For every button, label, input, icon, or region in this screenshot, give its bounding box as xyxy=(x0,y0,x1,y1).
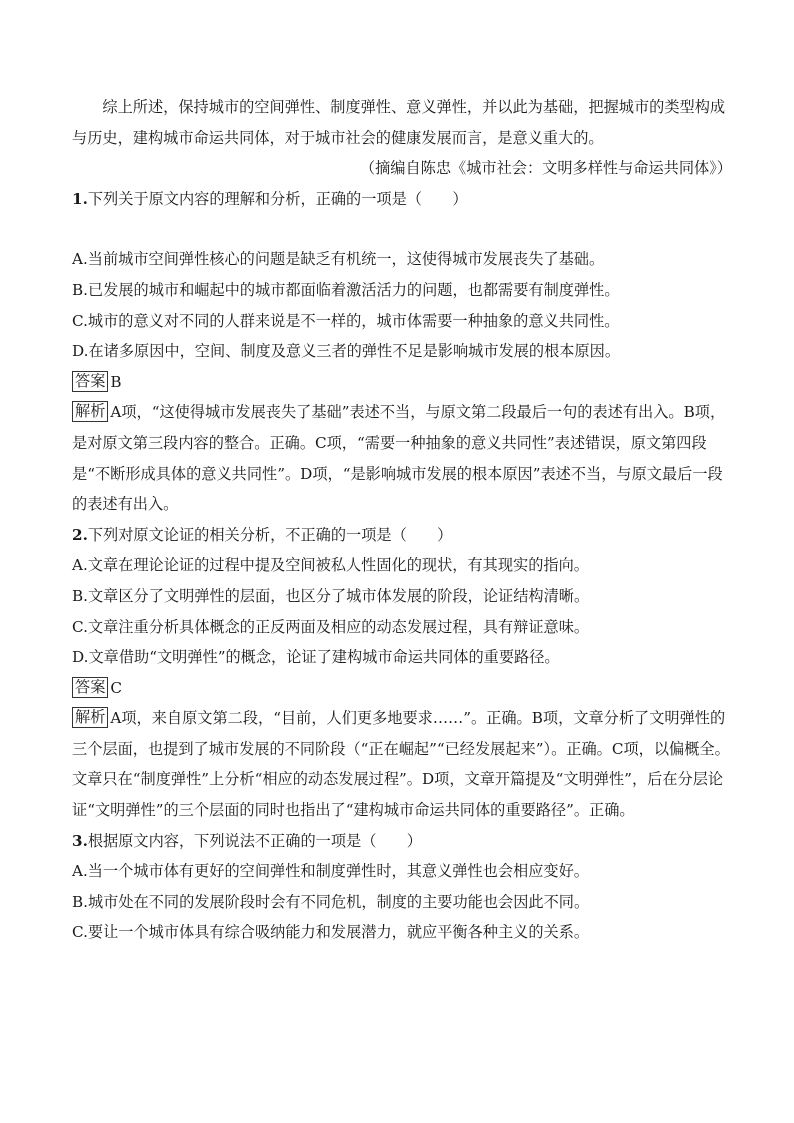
question-2-analysis-text: A项，来自原文第二段，“目前，人们更多地要求……”。正确。B项，文章分析了文明弹性的三个层面，也提到了城市发展的不同阶段（“正在崛起”“已经发展起来”）。正确。C项，以偏概全。文章只在“制度弹性”上分析“相应的动态发展过程”。D项，文章开篇提及“文明弹性”，后在分层论证“文明弹性”的三个层面的同时也指出了“建构城市命运共同体的重要路径”。正确。 xyxy=(72,709,730,820)
analysis-label: 解析 xyxy=(72,707,108,728)
question-3-number: 3. xyxy=(72,831,88,850)
question-2-number: 2. xyxy=(72,525,88,544)
document-page xyxy=(72,92,732,948)
question-3-option-c: C.要让一个城市体具有综合吸纳能力和发展潜力，就应平衡各种主义的关系。 xyxy=(72,923,590,942)
question-1-stem-text: 下列关于原文内容的理解和分析，正确的一项是（ ） xyxy=(87,189,468,208)
question-1-option-d: D.在诸多原因中，空间、制度及意义三者的弹性不足是影响城市发展的根本原因。 xyxy=(72,342,621,361)
question-2-option-c: C.文章注重分析具体概念的正反两面及相应的动态发展过程，具有辩证意味。 xyxy=(72,617,590,636)
question-3 xyxy=(72,826,732,948)
analysis-label: 解析 xyxy=(72,401,108,422)
question-2-option-a: A.文章在理论论证的过程中提及空间被私人性固化的现状，有其现实的指向。 xyxy=(72,556,589,575)
question-2-analysis xyxy=(72,703,732,825)
question-3-option-a: A.当一个城市体有更好的空间弹性和制度弹性时，其意义弹性也会相应变好。 xyxy=(72,862,589,881)
answer-blank-space xyxy=(72,214,732,244)
answer-label: 答案 xyxy=(72,677,108,698)
question-1-option-c: C.城市的意义对不同的人群来说是不一样的，城市体需要一种抽象的意义共同性。 xyxy=(72,311,620,330)
question-2-stem-text: 下列对原文论证的相关分析，不正确的一项是（ ） xyxy=(87,525,453,544)
question-1-number: 1. xyxy=(72,189,88,208)
question-1-answer-value: B xyxy=(110,372,122,391)
question-2 xyxy=(72,520,732,826)
question-1-answer xyxy=(72,367,732,398)
question-3-option-b: B.城市处在不同的发展阶段时会有不同危机，制度的主要功能也会因此不同。 xyxy=(72,892,590,911)
question-2-answer xyxy=(72,673,732,704)
source-citation: （摘编自陈忠《城市社会：文明多样性与命运共同体》） xyxy=(359,159,732,178)
question-2-answer-value: C xyxy=(110,678,122,697)
question-2-stem xyxy=(72,520,732,551)
question-1 xyxy=(72,184,732,520)
question-3-stem xyxy=(72,826,732,857)
question-1-option-a: A.当前城市空间弹性核心的问题是缺乏有机统一，这使得城市发展丧失了基础。 xyxy=(72,250,605,269)
question-1-option-b: B.已发展的城市和崛起中的城市都面临着激活活力的问题，也都需要有制度弹性。 xyxy=(72,280,620,299)
question-2-option-b: B.文章区分了文明弹性的层面，也区分了城市体发展的阶段，论证结构清晰。 xyxy=(72,586,590,605)
question-1-stem xyxy=(72,184,732,215)
question-2-option-d: D.文章借助“文明弹性”的概念，论证了建构城市命运共同体的重要路径。 xyxy=(72,648,560,667)
answer-label: 答案 xyxy=(72,371,108,392)
question-3-stem-text: 根据原文内容，下列说法不正确的一项是（ ） xyxy=(87,831,422,850)
intro-paragraph: 综上所述，保持城市的空间弹性、制度弹性、意义弹性，并以此为基础，把握城市的类型构成与历史，建构城市命运共同体，对于城市社会的健康发展而言，是意义重大的。 xyxy=(72,98,726,147)
question-1-analysis-text: A项，“这使得城市发展丧失了基础”表述不当，与原文第二段最后一句的表述有出入。B项，是对原文第三段内容的整合。正确。C项，“需要一种抽象的意义共同性”表述错误，原文第四段是“不断形成具体的意义共同性”。D项，“是影响城市发展的根本原因”表述不当，与原文最后一段的表述有出入。 xyxy=(72,403,726,514)
question-1-analysis xyxy=(72,397,732,519)
